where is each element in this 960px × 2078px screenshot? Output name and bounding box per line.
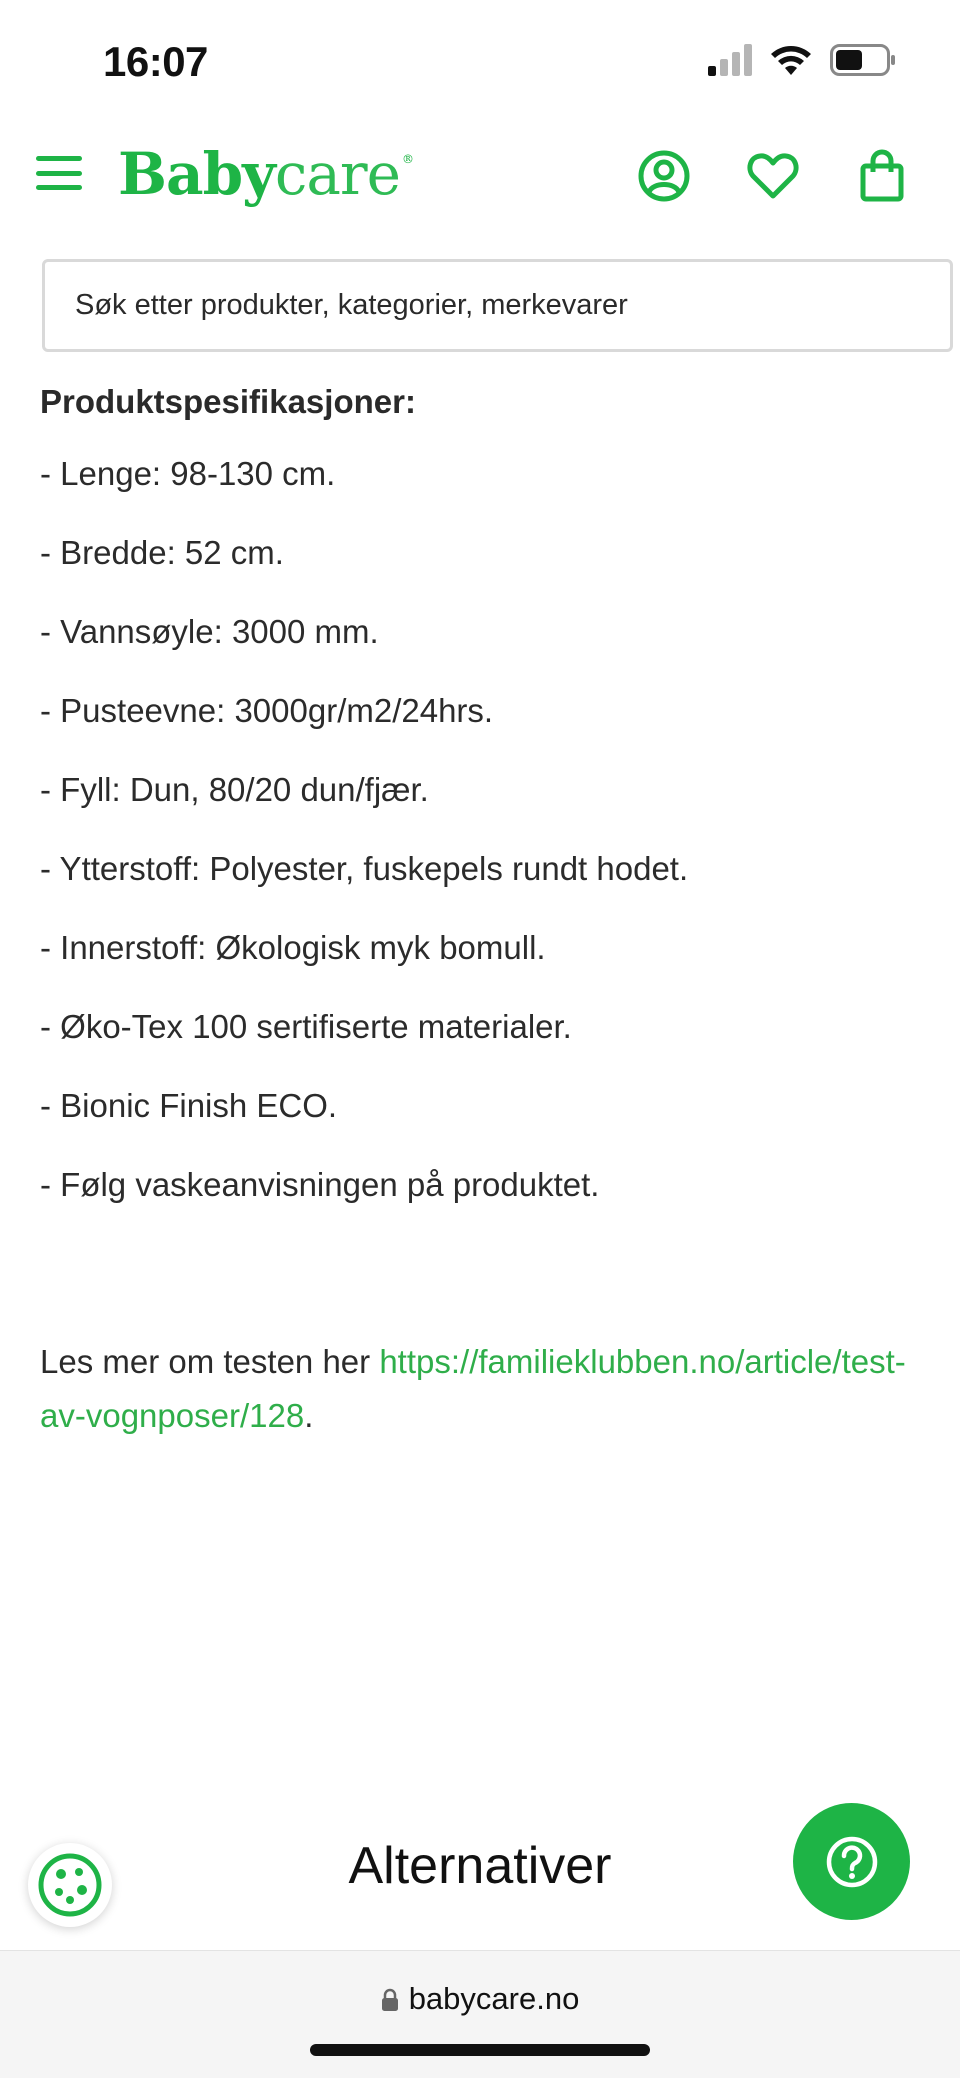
spec-item: - Lenge: 98-130 cm. bbox=[40, 455, 336, 492]
more-info-text bbox=[40, 1335, 930, 1443]
more-info-label: Les mer om testen her bbox=[40, 1343, 380, 1380]
url-field[interactable] bbox=[0, 1981, 960, 2017]
spec-item: - Innerstoff: Økologisk myk bomull. bbox=[40, 929, 546, 966]
lock-icon bbox=[381, 1988, 399, 2012]
logo-registered-mark: ® bbox=[401, 152, 414, 166]
signal-icon bbox=[708, 44, 752, 76]
status-bar bbox=[0, 0, 960, 120]
heart-icon[interactable] bbox=[745, 148, 801, 204]
help-button[interactable] bbox=[793, 1803, 910, 1920]
search-box bbox=[42, 259, 953, 352]
alternatives-heading: Alternativer bbox=[348, 1837, 612, 1895]
product-description bbox=[40, 370, 930, 1443]
menu-icon-bar bbox=[36, 185, 82, 190]
menu-icon-bar bbox=[36, 171, 82, 176]
shopping-bag-icon[interactable] bbox=[854, 148, 910, 204]
spec-item: - Øko-Tex 100 sertifiserte materialer. bbox=[40, 1008, 572, 1045]
status-time: 16:07 bbox=[103, 38, 208, 85]
menu-button[interactable] bbox=[34, 152, 84, 194]
spec-list bbox=[40, 449, 930, 1239]
wifi-icon bbox=[770, 44, 812, 76]
spec-heading: Produktspesifikasjoner: bbox=[40, 383, 416, 420]
help-icon bbox=[825, 1835, 879, 1889]
menu-icon-bar bbox=[36, 156, 82, 161]
status-icons bbox=[708, 44, 896, 76]
spec-item: - Følg vaskeanvisningen på produktet. bbox=[40, 1166, 600, 1203]
search-input[interactable] bbox=[45, 262, 950, 349]
spec-item: - Bionic Finish ECO. bbox=[40, 1087, 338, 1124]
spec-item: - Fyll: Dun, 80/20 dun/fjær. bbox=[40, 771, 429, 808]
more-info-suffix: . bbox=[304, 1397, 314, 1434]
user-icon[interactable] bbox=[636, 148, 692, 204]
spec-item: - Vannsøyle: 3000 mm. bbox=[40, 613, 379, 650]
logo-text-bold: Baby bbox=[118, 140, 275, 208]
spec-item: - Bredde: 52 cm. bbox=[40, 534, 284, 571]
spec-item: - Pusteevne: 3000gr/m2/24hrs. bbox=[40, 692, 494, 729]
home-indicator[interactable] bbox=[310, 2044, 650, 2056]
logo-text-light: care bbox=[274, 140, 400, 208]
test-article-link[interactable]: https://familieklubben.no/article/test-av-vognposer/128 bbox=[40, 1343, 906, 1434]
site-header bbox=[0, 120, 960, 235]
browser-address-bar bbox=[0, 1950, 960, 2078]
spec-item: - Ytterstoff: Polyester, fuskepels rundt hodet. bbox=[40, 850, 689, 887]
babycare-logo[interactable] bbox=[118, 140, 414, 220]
url-text: babycare.no bbox=[408, 1981, 580, 2016]
battery-icon bbox=[830, 44, 896, 76]
